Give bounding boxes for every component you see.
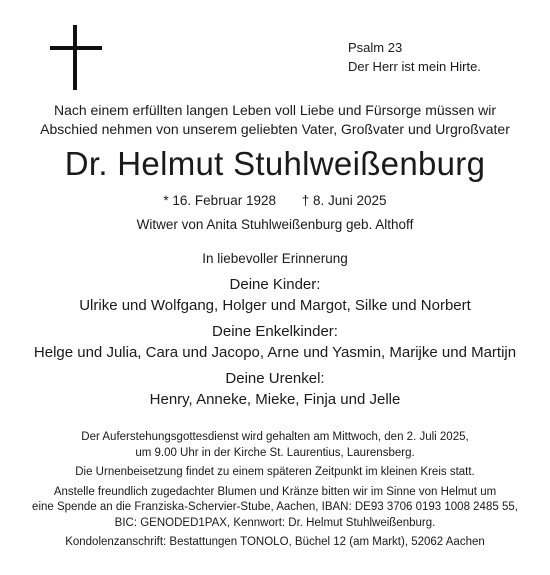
donation-line-1: Anstelle freundlich zugedachter Blumen und Kränze bitten wir im Sinne von Helmut um [53, 485, 497, 498]
death-date: † 8. Juni 2025 [301, 193, 387, 208]
widower-note: Witwer von Anita Stuhlweißenburg geb. Althoff [136, 217, 414, 232]
intro-text [0, 101, 550, 139]
life-dates [0, 192, 550, 210]
memory-line: In liebevoller Erinnerung [202, 251, 348, 266]
donation-line-2: eine Spende an die Franziska-Schervier-Stube, Aachen, IBAN: DE93 3706 0193 1008 2485 55, [32, 501, 518, 513]
greatgrandchildren-block [0, 368, 550, 410]
service-line-2: um 9.00 Uhr in der Kirche St. Laurentius, Laurensberg. [135, 446, 415, 459]
psalm-reference: Psalm 23 [348, 40, 403, 55]
donation-line-3: BIC: GENODED1PAX, Kennwort: Dr. Helmut Stuhlweißenburg. [114, 516, 436, 529]
donation-paragraph [0, 485, 550, 532]
grandchildren-heading: Deine Enkelkinder: [212, 323, 338, 340]
service-line-1: Der Auferstehungsgottesdienst wird gehalten am Mittwoch, den 2. Juli 2025, [81, 431, 469, 443]
deceased-name: Dr. Helmut Stuhlweißenburg [64, 145, 486, 182]
grandchildren-names: Helge und Julia, Cara und Jacopo, Arne und Yasmin, Marijke und Martijn [33, 344, 517, 361]
grandchildren-block [0, 321, 550, 363]
birth-date: * 16. Februar 1928 [163, 193, 276, 208]
intro-line-1: Nach einem erfüllten langen Leben voll Liebe und Fürsorge müssen wir [53, 102, 497, 118]
service-paragraph [0, 430, 550, 461]
greatgrandchildren-names: Henry, Anneke, Mieke, Finja und Jelle [149, 391, 401, 408]
urn-paragraph: Die Urnenbeisetzung findet zu einem späteren Zeitpunkt im kleinen Kreis statt. [75, 466, 475, 478]
cross-horizontal-bar [50, 46, 102, 50]
psalm-verse: Der Herr ist mein Hirte. [348, 59, 481, 74]
intro-line-2: Abschied nehmen von unserem geliebten Vater, Großvater und Urgroßvater [40, 121, 510, 137]
cross-vertical-bar [73, 25, 77, 90]
cross-icon [50, 25, 102, 90]
service-details [0, 430, 550, 555]
condolence-address: Kondolenzanschrift: Bestattungen TONOLO, Büchel 12 (am Markt), 52062 Aachen [65, 536, 485, 548]
children-block [0, 274, 550, 316]
children-names: Ulrike und Wolfgang, Holger und Margot, Silke und Norbert [79, 297, 471, 314]
greatgrandchildren-heading: Deine Urenkel: [225, 370, 325, 387]
children-heading: Deine Kinder: [229, 276, 321, 293]
psalm-block [348, 38, 481, 76]
